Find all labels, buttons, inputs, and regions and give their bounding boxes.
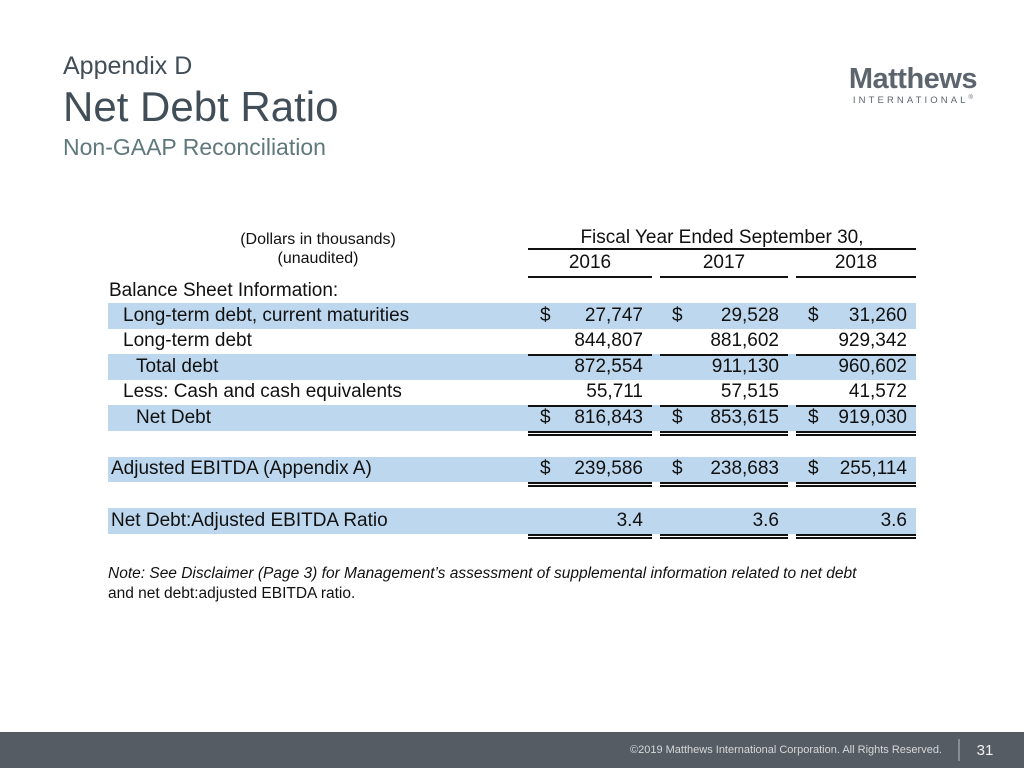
table-cell — [660, 508, 788, 536]
currency-symbol: $ — [540, 304, 551, 326]
table-cell — [796, 508, 916, 536]
footer-bar — [0, 732, 1024, 768]
title-block — [63, 50, 338, 162]
logo-wordmark: Matthews — [848, 63, 977, 95]
table-cell — [796, 457, 916, 485]
cell-value: 911,130 — [711, 355, 779, 377]
column-gap — [652, 250, 660, 278]
footer-divider — [958, 739, 960, 761]
page-subtitle: Non-GAAP Reconciliation — [63, 134, 326, 160]
table-cell — [796, 405, 916, 433]
cell-value: 3.4 — [616, 509, 643, 531]
registered-mark: ® — [968, 95, 973, 101]
table-cell — [796, 303, 916, 329]
cell-value: 57,515 — [720, 381, 779, 403]
matthews-logo — [849, 64, 977, 106]
table-cell — [528, 354, 652, 380]
table-header — [108, 227, 916, 278]
page-number: 31 — [976, 741, 994, 759]
column-gap — [652, 380, 660, 406]
cell-value: 881,602 — [710, 330, 779, 352]
cell-value: 41,572 — [848, 381, 907, 403]
fiscal-year-header: Fiscal Year Ended September 30, — [528, 227, 916, 250]
column-gap — [788, 329, 796, 355]
table-cell — [796, 354, 916, 380]
audit-note-line: (unaudited) — [277, 250, 359, 267]
note-line-2: and net debt:adjusted EBITDA ratio. — [108, 585, 356, 602]
cell-value: 55,711 — [586, 381, 643, 403]
table-cell — [796, 380, 916, 408]
note-line-1: Note: See Disclaimer (Page 3) for Management’s assessment of supplemental information related to net debt — [108, 565, 857, 582]
page-title: Net Debt Ratio — [63, 83, 339, 130]
currency-symbol: $ — [540, 458, 551, 480]
spacer-row — [108, 482, 916, 508]
currency-symbol: $ — [808, 458, 819, 480]
cell-value: 960,602 — [838, 355, 907, 377]
table-cell — [528, 329, 652, 357]
table-cell — [528, 303, 652, 329]
currency-symbol: $ — [808, 406, 819, 428]
disclaimer-note — [108, 564, 928, 604]
column-gap — [788, 303, 796, 329]
fiscal-year-header-group — [528, 227, 916, 278]
units-note-line: (Dollars in thousands) — [240, 231, 396, 248]
column-gap — [652, 508, 660, 534]
row-label: Less: Cash and cash equivalents — [123, 381, 402, 403]
year-header-2016: 2016 — [528, 250, 652, 278]
currency-symbol: $ — [672, 304, 683, 326]
table-cell — [528, 508, 652, 536]
table-cell — [660, 380, 788, 408]
cell-value: 929,342 — [838, 330, 907, 352]
column-gap — [788, 405, 796, 431]
spacer-row — [108, 431, 916, 457]
column-gap — [788, 354, 796, 380]
year-columns — [528, 250, 916, 278]
currency-symbol: $ — [672, 458, 683, 480]
currency-symbol: $ — [808, 304, 819, 326]
cell-value: 255,114 — [839, 458, 907, 480]
table-row — [108, 329, 916, 355]
logo-subtitle-text: INTERNATIONAL — [852, 95, 969, 107]
table-row — [108, 354, 916, 380]
cell-value: 853,615 — [710, 406, 779, 428]
row-label: Adjusted EBITDA (Appendix A) — [111, 458, 372, 480]
table-cell — [660, 329, 788, 357]
currency-symbol: $ — [540, 406, 551, 428]
cell-value: 919,030 — [838, 406, 907, 428]
table-cell — [528, 457, 652, 485]
table-cell — [660, 303, 788, 329]
table-cell — [660, 457, 788, 485]
column-gap — [788, 380, 796, 406]
cell-value: 31,260 — [848, 304, 907, 326]
row-label: Net Debt — [136, 406, 211, 428]
column-gap — [788, 457, 796, 483]
table-cell — [528, 380, 652, 408]
table-row — [108, 457, 916, 483]
table-cell — [528, 405, 652, 433]
column-gap — [652, 457, 660, 483]
column-gap — [652, 354, 660, 380]
cell-value: 29,528 — [720, 304, 779, 326]
cell-value: 816,843 — [574, 406, 643, 428]
cell-value: 27,747 — [584, 304, 643, 326]
cell-value: 239,586 — [574, 458, 643, 480]
financial-table — [108, 227, 916, 534]
copyright-text: ©2019 Matthews International Corporation. All Rights Reserved. — [630, 744, 942, 756]
table-cell — [660, 354, 788, 380]
row-label: Total debt — [136, 355, 219, 377]
column-gap — [652, 303, 660, 329]
row-label: Long-term debt — [123, 330, 252, 352]
logo-subtitle — [849, 95, 977, 106]
year-header-2018: 2018 — [796, 250, 916, 278]
table-cell — [660, 405, 788, 433]
row-label: Long-term debt, current maturities — [123, 304, 410, 326]
table-row — [108, 303, 916, 329]
table-units-note — [108, 227, 528, 278]
cell-value: 3.6 — [880, 509, 907, 531]
column-gap — [652, 329, 660, 355]
year-header-2017: 2017 — [660, 250, 788, 278]
table-row — [108, 508, 916, 534]
row-label: Net Debt:Adjusted EBITDA Ratio — [111, 509, 388, 531]
column-gap — [788, 250, 796, 278]
section-label: Balance Sheet Information: — [109, 280, 339, 301]
cell-value: 872,554 — [574, 355, 643, 377]
column-gap — [788, 508, 796, 534]
cell-value: 844,807 — [574, 330, 643, 352]
table-cell — [796, 329, 916, 357]
currency-symbol: $ — [672, 406, 683, 428]
table-row — [108, 405, 916, 431]
cell-value: 3.6 — [752, 509, 779, 531]
column-gap — [652, 405, 660, 431]
appendix-label: Appendix D — [63, 52, 193, 80]
table-row — [108, 380, 916, 406]
cell-value: 238,683 — [710, 458, 779, 480]
